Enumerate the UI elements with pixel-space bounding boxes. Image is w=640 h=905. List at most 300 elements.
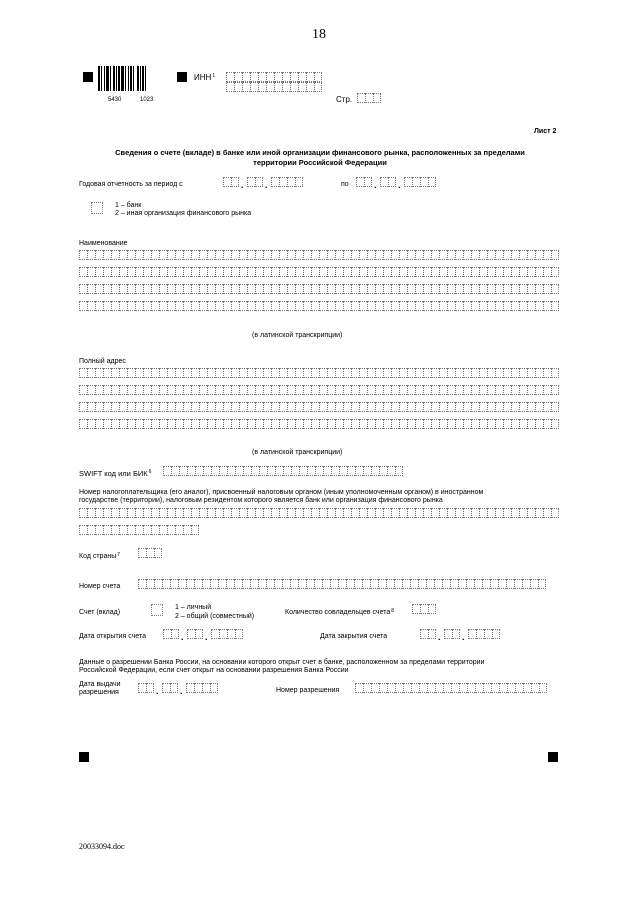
input-cell[interactable] [255,177,263,187]
input-cell[interactable] [391,267,399,277]
input-cell[interactable] [511,267,519,277]
input-cell[interactable] [219,466,227,476]
input-cell[interactable] [263,301,271,311]
input-cell[interactable] [239,368,247,378]
input-cell[interactable] [295,385,303,395]
input-cell[interactable] [463,419,471,429]
input-cell[interactable] [471,368,479,378]
input-cell[interactable] [279,177,287,187]
input-cell[interactable] [146,579,154,589]
input-cell[interactable] [135,368,143,378]
coowners-field[interactable] [412,604,436,614]
input-cell[interactable] [279,385,287,395]
input-cell[interactable] [175,402,183,412]
input-cell[interactable] [202,683,210,693]
input-cell[interactable] [471,301,479,311]
input-cell[interactable] [219,629,227,639]
input-cell[interactable] [247,284,255,294]
input-cell[interactable] [255,402,263,412]
input-cell[interactable] [218,579,226,589]
open-date-month[interactable] [187,629,203,639]
input-cell[interactable] [135,284,143,294]
input-cell[interactable] [503,385,511,395]
input-cell[interactable] [179,466,187,476]
input-cell[interactable] [450,579,458,589]
input-cell[interactable] [476,629,484,639]
input-cell[interactable] [407,301,415,311]
input-cell[interactable] [279,402,287,412]
inn-field[interactable] [226,72,322,82]
input-cell[interactable] [479,368,487,378]
input-cell[interactable] [223,419,231,429]
input-cell[interactable] [322,579,330,589]
input-cell[interactable] [183,508,191,518]
input-cell[interactable] [383,368,391,378]
input-cell[interactable] [175,419,183,429]
input-cell[interactable] [383,385,391,395]
input-cell[interactable] [412,177,420,187]
input-cell[interactable] [346,579,354,589]
input-cell[interactable] [138,683,146,693]
input-cell[interactable] [351,267,359,277]
input-cell[interactable] [447,508,455,518]
input-cell[interactable] [191,250,199,260]
input-cell[interactable] [255,250,263,260]
input-cell[interactable] [103,267,111,277]
input-cell[interactable] [439,385,447,395]
input-cell[interactable] [127,419,135,429]
input-cell[interactable] [359,385,367,395]
input-cell[interactable] [151,419,159,429]
input-cell[interactable] [543,284,551,294]
input-cell[interactable] [375,267,383,277]
input-cell[interactable] [207,402,215,412]
input-cell[interactable] [407,419,415,429]
input-cell[interactable] [359,267,367,277]
input-cell[interactable] [527,402,535,412]
input-cell[interactable] [447,368,455,378]
input-cell[interactable] [159,402,167,412]
input-cell[interactable] [314,82,322,92]
input-cell[interactable] [87,267,95,277]
input-cell[interactable] [415,419,423,429]
input-cell[interactable] [511,284,519,294]
input-cell[interactable] [511,385,519,395]
input-cell[interactable] [223,508,231,518]
input-cell[interactable] [487,267,495,277]
input-cell[interactable] [391,284,399,294]
input-cell[interactable] [287,385,295,395]
input-cell[interactable] [103,385,111,395]
input-cell[interactable] [427,683,435,693]
input-cell[interactable] [242,579,250,589]
input-cell[interactable] [223,284,231,294]
input-cell[interactable] [127,402,135,412]
input-cell[interactable] [423,267,431,277]
input-cell[interactable] [203,466,211,476]
input-cell[interactable] [420,629,428,639]
input-cell[interactable] [111,419,119,429]
input-cell[interactable] [471,402,479,412]
input-cell[interactable] [167,250,175,260]
input-cell[interactable] [551,284,559,294]
input-cell[interactable] [235,629,243,639]
input-cell[interactable] [447,301,455,311]
input-cell[interactable] [255,419,263,429]
input-cell[interactable] [463,301,471,311]
input-cell[interactable] [239,402,247,412]
input-cell[interactable] [211,466,219,476]
input-cell[interactable] [170,579,178,589]
input-cell[interactable] [127,301,135,311]
input-cell[interactable] [543,385,551,395]
input-cell[interactable] [447,267,455,277]
input-cell[interactable] [362,579,370,589]
input-cell[interactable] [451,683,459,693]
input-cell[interactable] [423,368,431,378]
permit-number-field[interactable] [355,683,547,693]
input-cell[interactable] [495,402,503,412]
input-cell[interactable] [271,385,279,395]
input-cell[interactable] [399,368,407,378]
name-field[interactable] [79,250,559,311]
input-cell[interactable] [487,402,495,412]
input-cell[interactable] [431,385,439,395]
input-cell[interactable] [167,402,175,412]
input-cell[interactable] [359,508,367,518]
input-cell[interactable] [379,683,387,693]
input-cell[interactable] [79,419,87,429]
input-cell[interactable] [487,508,495,518]
input-cell[interactable] [303,250,311,260]
input-cell[interactable] [499,683,507,693]
input-cell[interactable] [428,604,436,614]
input-cell[interactable] [495,419,503,429]
input-cell[interactable] [503,508,511,518]
input-cell[interactable] [306,72,314,82]
input-cell[interactable] [250,72,258,82]
input-cell[interactable] [335,284,343,294]
input-cell[interactable] [428,177,436,187]
input-cell[interactable] [231,177,239,187]
input-cell[interactable] [247,385,255,395]
input-cell[interactable] [347,466,355,476]
account-number-field[interactable] [138,579,546,589]
input-cell[interactable] [399,402,407,412]
input-cell[interactable] [403,683,411,693]
input-cell[interactable] [295,177,303,187]
input-cell[interactable] [186,683,194,693]
input-cell[interactable] [420,177,428,187]
input-cell[interactable] [226,72,234,82]
input-cell[interactable] [127,368,135,378]
input-cell[interactable] [183,402,191,412]
permit-date-month[interactable] [162,683,178,693]
input-cell[interactable] [319,402,327,412]
input-cell[interactable] [343,402,351,412]
input-cell[interactable] [507,683,515,693]
input-cell[interactable] [503,301,511,311]
input-cell[interactable] [364,177,372,187]
input-cell[interactable] [335,419,343,429]
input-cell[interactable] [335,508,343,518]
input-cell[interactable] [407,385,415,395]
input-cell[interactable] [247,368,255,378]
input-cell[interactable] [535,402,543,412]
input-cell[interactable] [527,385,535,395]
input-cell[interactable] [143,284,151,294]
input-cell[interactable] [290,72,298,82]
input-cell[interactable] [535,419,543,429]
input-cell[interactable] [79,385,87,395]
period-from-year[interactable] [271,177,303,187]
input-cell[interactable] [175,385,183,395]
input-cell[interactable] [135,385,143,395]
input-cell[interactable] [87,419,95,429]
input-cell[interactable] [247,508,255,518]
input-cell[interactable] [471,284,479,294]
input-cell[interactable] [371,466,379,476]
input-cell[interactable] [519,402,527,412]
input-cell[interactable] [234,579,242,589]
input-cell[interactable] [119,419,127,429]
input-cell[interactable] [170,683,178,693]
input-cell[interactable] [298,579,306,589]
input-cell[interactable] [519,250,527,260]
input-cell[interactable] [151,525,159,535]
input-cell[interactable] [343,284,351,294]
input-cell[interactable] [367,385,375,395]
input-cell[interactable] [247,250,255,260]
input-cell[interactable] [87,284,95,294]
input-cell[interactable] [479,385,487,395]
input-cell[interactable] [387,466,395,476]
input-cell[interactable] [279,250,287,260]
input-cell[interactable] [79,284,87,294]
input-cell[interactable] [487,385,495,395]
input-cell[interactable] [479,402,487,412]
input-cell[interactable] [439,402,447,412]
input-cell[interactable] [482,579,490,589]
input-cell[interactable] [431,284,439,294]
input-cell[interactable] [282,82,290,92]
input-cell[interactable] [191,525,199,535]
input-cell[interactable] [407,508,415,518]
input-cell[interactable] [511,250,519,260]
input-cell[interactable] [399,419,407,429]
input-cell[interactable] [191,301,199,311]
permit-date-day[interactable] [138,683,154,693]
input-cell[interactable] [91,202,103,214]
input-cell[interactable] [87,368,95,378]
input-cell[interactable] [527,508,535,518]
input-cell[interactable] [279,301,287,311]
input-cell[interactable] [367,419,375,429]
input-cell[interactable] [167,368,175,378]
input-cell[interactable] [343,508,351,518]
period-from-month[interactable] [247,177,263,187]
input-cell[interactable] [255,385,263,395]
input-cell[interactable] [295,368,303,378]
input-cell[interactable] [135,301,143,311]
input-cell[interactable] [279,368,287,378]
input-cell[interactable] [183,385,191,395]
input-cell[interactable] [335,250,343,260]
input-cell[interactable] [311,419,319,429]
input-cell[interactable] [407,368,415,378]
input-cell[interactable] [167,419,175,429]
input-cell[interactable] [383,419,391,429]
input-cell[interactable] [487,419,495,429]
input-cell[interactable] [471,250,479,260]
input-cell[interactable] [359,419,367,429]
input-cell[interactable] [367,402,375,412]
input-cell[interactable] [191,508,199,518]
input-cell[interactable] [375,402,383,412]
input-cell[interactable] [127,508,135,518]
input-cell[interactable] [511,301,519,311]
input-cell[interactable] [492,629,500,639]
input-cell[interactable] [194,683,202,693]
input-cell[interactable] [455,402,463,412]
input-cell[interactable] [402,579,410,589]
input-cell[interactable] [535,267,543,277]
input-cell[interactable] [235,466,243,476]
input-cell[interactable] [467,683,475,693]
input-cell[interactable] [319,250,327,260]
input-cell[interactable] [370,579,378,589]
input-cell[interactable] [373,93,381,103]
input-cell[interactable] [287,267,295,277]
input-cell[interactable] [327,402,335,412]
input-cell[interactable] [163,629,171,639]
input-cell[interactable] [468,629,476,639]
input-cell[interactable] [543,368,551,378]
taxpayer-number-field[interactable] [79,508,559,535]
input-cell[interactable] [171,629,179,639]
input-cell[interactable] [527,284,535,294]
input-cell[interactable] [159,267,167,277]
input-cell[interactable] [263,385,271,395]
input-cell[interactable] [367,250,375,260]
input-cell[interactable] [543,301,551,311]
input-cell[interactable] [527,267,535,277]
input-cell[interactable] [271,267,279,277]
input-cell[interactable] [162,683,170,693]
input-cell[interactable] [539,683,547,693]
input-cell[interactable] [199,284,207,294]
input-cell[interactable] [383,284,391,294]
input-cell[interactable] [303,402,311,412]
input-cell[interactable] [495,368,503,378]
country-code-field[interactable] [138,548,162,558]
input-cell[interactable] [455,250,463,260]
input-cell[interactable] [274,72,282,82]
input-cell[interactable] [455,284,463,294]
input-cell[interactable] [151,301,159,311]
input-cell[interactable] [159,525,167,535]
input-cell[interactable] [412,604,420,614]
input-cell[interactable] [95,419,103,429]
input-cell[interactable] [191,284,199,294]
input-cell[interactable] [431,250,439,260]
input-cell[interactable] [119,284,127,294]
input-cell[interactable] [503,402,511,412]
input-cell[interactable] [383,301,391,311]
input-cell[interactable] [351,368,359,378]
input-cell[interactable] [167,385,175,395]
input-cell[interactable] [271,508,279,518]
input-cell[interactable] [365,93,373,103]
input-cell[interactable] [407,250,415,260]
input-cell[interactable] [303,368,311,378]
input-cell[interactable] [311,508,319,518]
input-cell[interactable] [383,267,391,277]
input-cell[interactable] [495,284,503,294]
input-cell[interactable] [146,683,154,693]
input-cell[interactable] [199,250,207,260]
input-cell[interactable] [175,368,183,378]
input-cell[interactable] [351,385,359,395]
input-cell[interactable] [535,301,543,311]
input-cell[interactable] [335,402,343,412]
input-cell[interactable] [479,267,487,277]
close-date-day[interactable] [420,629,436,639]
input-cell[interactable] [399,508,407,518]
input-cell[interactable] [271,250,279,260]
input-cell[interactable] [359,250,367,260]
input-cell[interactable] [395,683,403,693]
input-cell[interactable] [303,508,311,518]
input-cell[interactable] [175,508,183,518]
input-cell[interactable] [383,508,391,518]
input-cell[interactable] [287,368,295,378]
period-to-month[interactable] [380,177,396,187]
input-cell[interactable] [519,508,527,518]
input-cell[interactable] [431,402,439,412]
input-cell[interactable] [319,301,327,311]
input-cell[interactable] [455,385,463,395]
input-cell[interactable] [231,402,239,412]
input-cell[interactable] [479,250,487,260]
input-cell[interactable] [511,508,519,518]
input-cell[interactable] [79,402,87,412]
input-cell[interactable] [379,466,387,476]
input-cell[interactable] [162,579,170,589]
input-cell[interactable] [103,525,111,535]
input-cell[interactable] [355,683,363,693]
input-cell[interactable] [151,267,159,277]
deposit-type-field[interactable] [151,604,163,616]
input-cell[interactable] [146,548,154,558]
input-cell[interactable] [435,683,443,693]
input-cell[interactable] [388,177,396,187]
input-cell[interactable] [367,368,375,378]
input-cell[interactable] [551,301,559,311]
input-cell[interactable] [471,267,479,277]
input-cell[interactable] [239,267,247,277]
close-date-year[interactable] [468,629,500,639]
input-cell[interactable] [511,419,519,429]
input-cell[interactable] [127,250,135,260]
input-cell[interactable] [227,466,235,476]
input-cell[interactable] [87,508,95,518]
input-cell[interactable] [343,267,351,277]
input-cell[interactable] [484,629,492,639]
input-cell[interactable] [439,508,447,518]
input-cell[interactable] [395,466,403,476]
input-cell[interactable] [287,284,295,294]
